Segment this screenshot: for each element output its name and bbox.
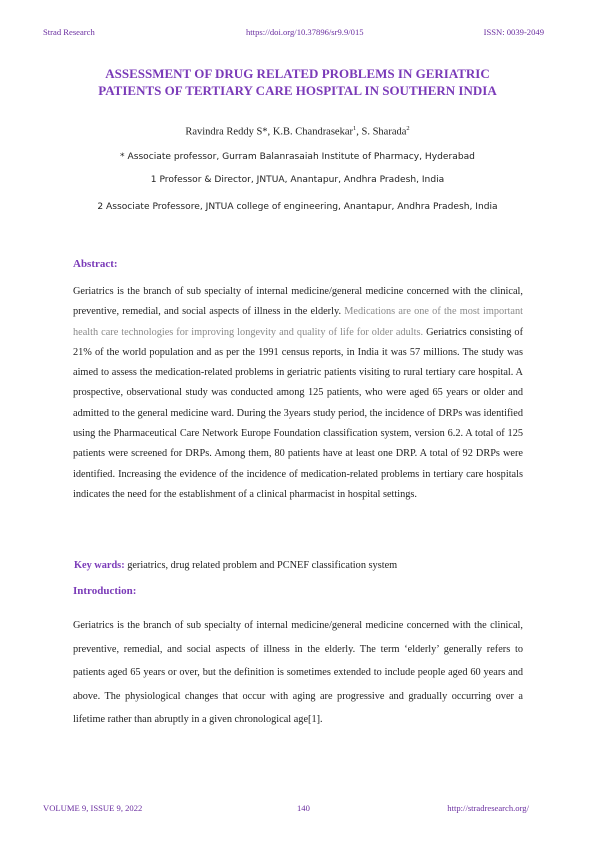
affiliation-2: 2 Associate Professore, JNTUA college of engineering, Anantapur, Andhra Pradesh, India xyxy=(97,202,498,212)
keywords-text: geriatrics, drug related problem and PCNEF classification system xyxy=(127,560,398,571)
author-3-affiliation-mark: 2 xyxy=(406,125,410,132)
page-footer xyxy=(43,803,529,815)
abstract-sentence-1: Geriatrics is the branch of sub specialty of internal medicine/general medicine concerned with the clinical, preventive, remedial, and social aspects of illness in the elderly. xyxy=(73,286,523,318)
journal-name: Strad Research xyxy=(43,27,95,37)
introduction-text: Geriatrics is the branch of sub specialty of internal medicine/general medicine concerned with the clinical, preventive, remedial, and social aspects of illness in the elderly. The term ‘elderly’ generally refers to patients aged 65 years or over, but the definition is sometimes extended to include people aged 60 years and above. The physiological changes that occur with aging are progressive and gradually occurring over a lifetime rather than abruptly in a given chronological age[1]. xyxy=(73,620,523,725)
author-list xyxy=(0,125,595,138)
author-2-affiliation-mark: 1 xyxy=(353,125,357,132)
volume-issue: VOLUME 9, ISSUE 9, 2022 xyxy=(43,803,143,813)
abstract-heading: Abstract: xyxy=(73,258,118,270)
journal-url[interactable]: http://stradresearch.org/ xyxy=(447,803,529,813)
keywords-label: Key wards: xyxy=(74,560,125,571)
author-2: K.B. Chandrasekar xyxy=(272,126,353,138)
affiliation-corresponding: * Associate professor, Gurram Balanrasaiah Institute of Pharmacy, Hyderabad xyxy=(120,152,475,162)
issn: ISSN: 0039-2049 xyxy=(483,27,544,37)
abstract-muted-sentence: Medications are one of the most important health care technologies for improving longevity and quality of life for older adults. xyxy=(73,306,523,338)
abstract-rest: Geriatrics consisting of 21% of the world population and as per the 1991 census reports, in India it was 57 millions. The study was aimed to assess the medication-related problems in geriatric patients visiting to rural tertiary care hospital. A prospective, observational study was conducted among 125 patients, who were aged 65 years or older and admitted to the general medicine ward. During the 3years study period, the incidence of DRPs was identified using the Pharmaceutical Care Network Europe Foundation classification system, version 6.2. A total of 125 patients were screened for DRPs. Among them, 80 patients have at least one DRP. A total of 92 DRPs were identified. Increasing the evidence of the incidence of medication-related problems in tertiary care hospitals indicates the need for the establishment of a clinical pharmacist in hospital settings. xyxy=(73,326,523,500)
page-header xyxy=(43,27,544,39)
title-line-1: ASSESSMENT OF DRUG RELATED PROBLEMS IN GERIATRIC xyxy=(105,66,490,81)
affiliation-1: 1 Professor & Director, JNTUA, Anantapur, Andhra Pradesh, India xyxy=(150,175,445,185)
paper-title xyxy=(60,65,535,99)
author-3: , S. Sharada xyxy=(356,126,407,138)
keywords xyxy=(74,560,397,571)
page-number: 140 xyxy=(297,803,310,813)
author-1: Ravindra Reddy S*, xyxy=(185,126,271,138)
abstract-text xyxy=(73,282,523,505)
doi-link[interactable]: https://doi.org/10.37896/sr9.9/015 xyxy=(246,27,364,37)
title-line-2: PATIENTS OF TERTIARY CARE HOSPITAL IN SOUTHERN INDIA xyxy=(98,83,497,98)
introduction-heading: Introduction: xyxy=(73,585,137,597)
